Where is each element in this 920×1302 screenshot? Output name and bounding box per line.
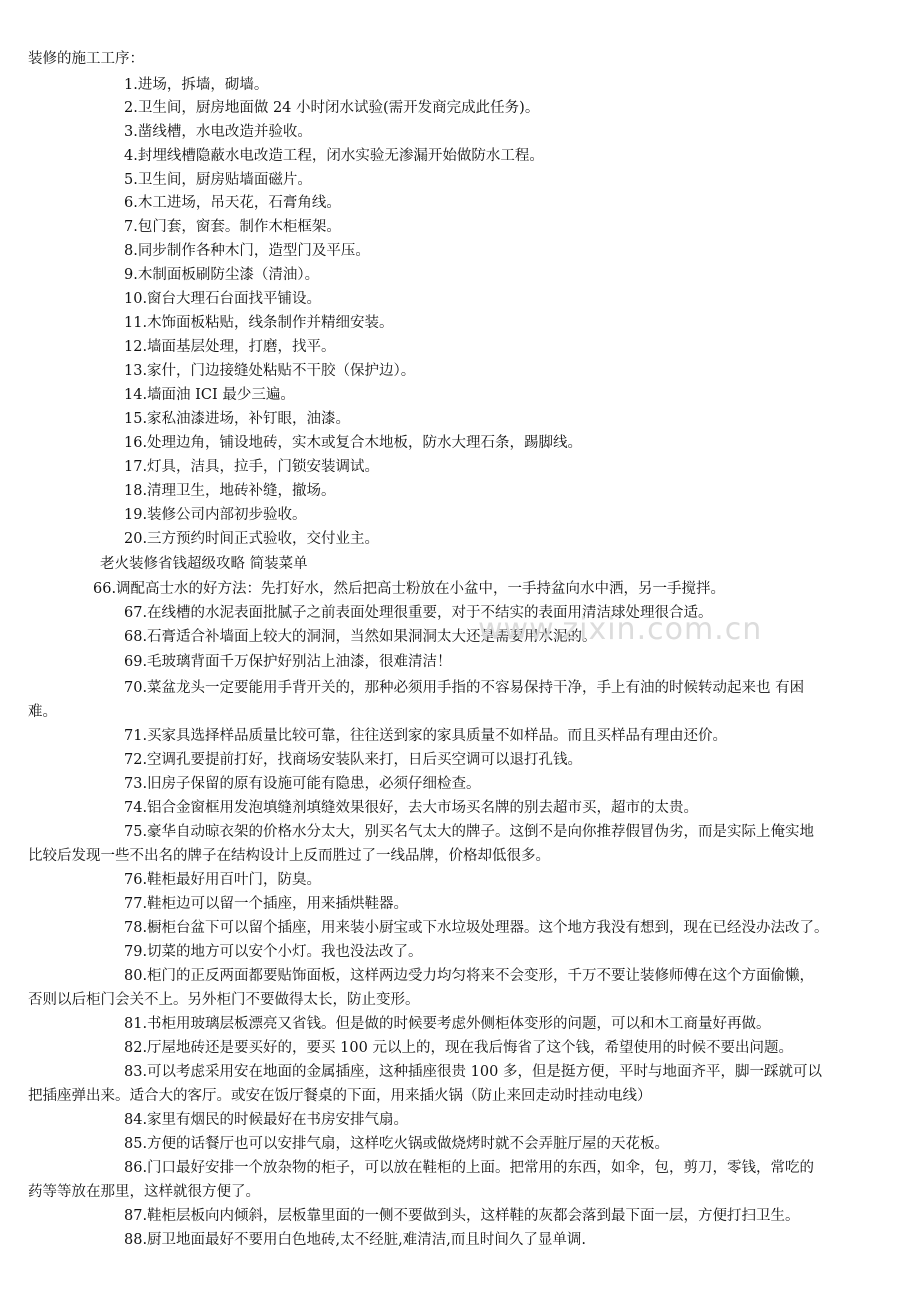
tip-item: 82.厅屋地砖还是要买好的，要买 100 元以上的，现在我后悔省了这个钱，希望使用的时候不要出问题。 <box>124 1040 793 1056</box>
tip-item: 78.橱柜台盆下可以留个插座，用来装小厨宝或下水垃圾处理器。这个地方我没有想到，现在已经没办法改了。 <box>124 920 829 936</box>
step-item: 10.窗台大理石台面找平铺设。 <box>124 291 322 307</box>
tip-item: 84.家里有烟民的时候最好在书房安排气扇。 <box>124 1112 409 1128</box>
tip-item: 72.空调孔要提前打好，找商场安装队来打，日后买空调可以退打孔钱。 <box>124 752 583 768</box>
tip-item: 77.鞋柜边可以留一个插座，用来插烘鞋器。 <box>124 896 409 912</box>
tip-continuation: 否则以后柜门会关不上。另外柜门不要做得太长，防止变形。 <box>28 992 420 1008</box>
step-item: 4.封埋线槽隐蔽水电改造工程，闭水实验无渗漏开始做防水工程。 <box>124 148 544 164</box>
step-item: 11.木饰面板粘贴，线条制作并精细安装。 <box>124 315 394 331</box>
step-item: 2.卫生间，厨房地面做 24 小时闭水试验(需开发商完成此任务)。 <box>124 100 540 116</box>
tip-item: 70.菜盆龙头一定要能用手背开关的，那种必须用手指的不容易保持干净，手上有油的时候转动起来也 有困 <box>124 680 805 696</box>
tip-item: 73.旧房子保留的原有设施可能有隐患，必须仔细检查。 <box>124 776 481 792</box>
step-item: 8.同步制作各种木门，造型门及平压。 <box>124 243 370 259</box>
tip-item: 85.方便的话餐厅也可以安排气扇，这样吃火锅或做烧烤时就不会弄脏厅屋的天花板。 <box>124 1136 670 1152</box>
tip-item: 67.在线槽的水泥表面批腻子之前表面处理很重要，对于不结实的表面用清洁球处理很合适。 <box>124 605 713 621</box>
step-item: 6.木工进场，吊天花，石膏角线。 <box>124 195 341 211</box>
step-item: 17.灯具，洁具，拉手，门锁安装调试。 <box>124 459 380 475</box>
step-item: 14.墙面油 ICI 最少三遍。 <box>124 387 295 403</box>
tip-item: 87.鞋柜层板向内倾斜，层板靠里面的一侧不要做到头，这样鞋的灰都会落到最下面一层，方便打扫卫生。 <box>124 1208 800 1224</box>
tip-item: 66.调配高士水的好方法：先打好水，然后把高士粉放在小盆中，一手持盆向水中洒，另一手搅拌。 <box>93 581 726 597</box>
step-item: 9.木制面板刷防尘漆（清油）。 <box>124 267 320 283</box>
tip-continuation: 把插座弹出来。适合大的客厅。或安在饭厅餐桌的下面，用来插火锅（防止来回走动时挂动电线） <box>28 1088 652 1104</box>
tip-continuation: 难。 <box>28 704 57 720</box>
tip-item: 71.买家具选择样品质量比较可靠，往往送到家的家具质量不如样品。而且买样品有理由还价。 <box>124 728 728 744</box>
tip-item: 81.书柜用玻璃层板漂亮又省钱。但是做的时候要考虑外侧柜体变形的问题，可以和木工商量好再做。 <box>124 1016 771 1032</box>
watermark: www.zixin.com.cn <box>478 612 763 647</box>
tip-item: 80.柜门的正反两面都要贴饰面板，这样两边受力均匀将来不会变形，千万不要让装修师傅在这个方面偷懒， <box>124 968 815 984</box>
tip-item: 88.厨卫地面最好不要用白色地砖,太不经脏,难清洁,而且时间久了显单调. <box>124 1232 586 1248</box>
tip-item: 75.豪华自动晾衣架的价格水分太大，别买名气太大的牌子。这倒不是向你推荐假冒伪劣，而是实际上俺实地 <box>124 824 815 840</box>
tip-item: 79.切菜的地方可以安个小灯。我也没法改了。 <box>124 944 423 960</box>
step-item: 19.装修公司内部初步验收。 <box>124 507 307 523</box>
step-item: 18.清理卫生，地砖补缝，撤场。 <box>124 483 336 499</box>
tip-item: 68.石膏适合补墙面上较大的洞洞，当然如果洞洞太大还是需要用水泥的。 <box>124 629 597 645</box>
step-item: 13.家什，门边接缝处粘贴不干胶（保护边）。 <box>124 363 416 379</box>
tip-item: 74.铝合金窗框用发泡填缝剂填缝效果很好，去大市场买名牌的别去超市买，超市的太贵。 <box>124 800 699 816</box>
step-item: 15.家私油漆进场，补钉眼，油漆。 <box>124 411 351 427</box>
tip-continuation: 比较后发现一些不出名的牌子在结构设计上反而胜过了一线品牌，价格却低很多。 <box>28 848 550 864</box>
step-item: 1.进场，拆墙，砌墙。 <box>124 77 269 93</box>
step-item: 5.卫生间，厨房贴墙面磁片。 <box>124 172 312 188</box>
step-item: 3.凿线槽，水电改造并验收。 <box>124 124 312 140</box>
step-item: 12.墙面基层处理，打磨，找平。 <box>124 339 336 355</box>
step-item: 16.处理边角，铺设地砖，实木或复合木地板，防水大理石条，踢脚线。 <box>124 435 583 451</box>
step-item: 7.包门套，窗套。制作木柜框架。 <box>124 219 341 235</box>
tip-item: 76.鞋柜最好用百叶门，防臭。 <box>124 872 322 888</box>
tip-item: 69.毛玻璃背面千万保护好别沾上油漆，很难清洁！ <box>124 654 452 670</box>
tip-item: 86.门口最好安排一个放杂物的柜子，可以放在鞋柜的上面。把常用的东西，如伞，包，剪刀，零钱，常吃的 <box>124 1160 815 1176</box>
section-subheading: 老火装修省钱超级攻略 简装菜单 <box>100 556 308 572</box>
document-heading: 装修的施工工序： <box>28 51 144 67</box>
tip-continuation: 药等等放在那里，这样就很方便了。 <box>28 1184 260 1200</box>
tip-item: 83.可以考虑采用安在地面的金属插座，这种插座很贵 100 多，但是挺方便，平时与地面齐平，脚一踩就可以 <box>124 1064 822 1080</box>
step-item: 20.三方预约时间正式验收，交付业主。 <box>124 531 380 547</box>
